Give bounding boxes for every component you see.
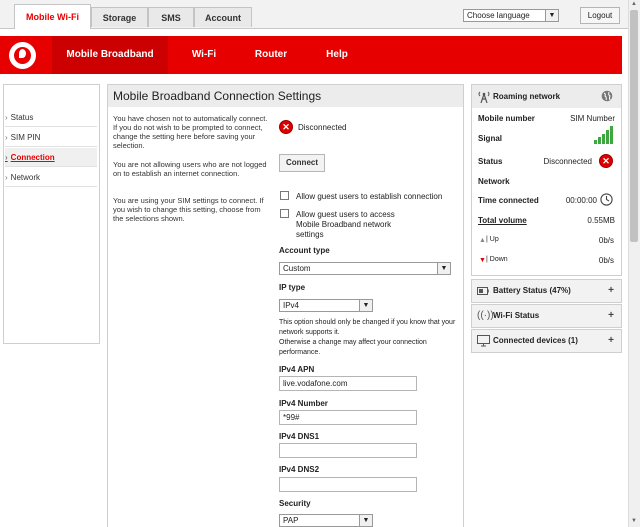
down-label: | Down — [486, 256, 508, 263]
roaming-network-title: Roaming network — [493, 92, 561, 101]
chevron-right-icon: › — [5, 113, 8, 122]
scroll-up-icon[interactable]: ▲ — [631, 1, 637, 7]
signal-strength-icon — [594, 126, 614, 144]
down-value: 0b/s — [598, 256, 614, 265]
total-volume-link[interactable]: Total volume — [478, 216, 527, 225]
sidebar-item-label: Network — [10, 173, 41, 182]
chevron-down-icon: ▼ — [545, 10, 558, 21]
chevron-right-icon: › — [5, 133, 8, 142]
logout-button[interactable]: Logout — [580, 7, 620, 24]
connected-devices-section[interactable] — [471, 329, 622, 353]
guest-connect-checkbox[interactable] — [280, 191, 289, 200]
connection-status: Disconnected — [298, 123, 347, 132]
nav-router[interactable]: Router — [254, 49, 288, 60]
info-sim-settings: You are using your SIM settings to connect. If you wish to change this setting, choose from the selections shown. — [113, 196, 264, 223]
antenna-icon — [477, 90, 491, 103]
network-label: Network — [478, 177, 510, 186]
nav-help[interactable]: Help — [326, 49, 348, 60]
battery-status-section[interactable] — [471, 279, 622, 303]
account-type-select[interactable] — [279, 262, 451, 275]
scrollbar-thumb[interactable] — [630, 10, 638, 242]
chevron-right-icon: › — [5, 153, 8, 162]
mobile-number-label: Mobile number — [478, 114, 535, 123]
clock-icon — [600, 193, 613, 206]
disconnected-icon: ✕ — [599, 154, 613, 168]
wifi-status-section[interactable] — [471, 304, 622, 328]
dns2-input[interactable] — [279, 477, 417, 492]
wifi-icon: ((·)) — [477, 310, 494, 321]
account-type-value: Custom — [283, 264, 311, 273]
time-connected-label: Time connected — [478, 196, 539, 205]
disconnected-icon: ✕ — [279, 120, 293, 134]
mobile-number-value: SIM Number — [570, 114, 615, 123]
sidebar-item-connection[interactable] — [5, 148, 97, 167]
status-label: Status — [478, 157, 503, 166]
signal-label: Signal — [478, 134, 503, 143]
security-select[interactable] — [279, 514, 373, 527]
apn-input[interactable]: live.vodafone.com — [279, 376, 417, 391]
nav-mobile-broadband[interactable]: Mobile Broadband — [52, 36, 168, 74]
globe-icon[interactable] — [601, 90, 613, 102]
info-auto-connect: You have chosen not to automatically connect. If you do not wish to be prompted to connect, change the setting here before saving your selection. — [113, 114, 268, 150]
ip-type-note: network supports it. — [279, 329, 340, 336]
guest-settings-label: settings — [296, 230, 324, 239]
sidebar-item-label: SIM PIN — [10, 133, 41, 142]
tab-account[interactable]: Account — [194, 7, 252, 27]
connect-button[interactable]: Connect — [279, 154, 325, 172]
sidebar-item-label: Status — [10, 113, 34, 122]
language-select-value: Choose language — [467, 11, 530, 20]
expand-icon[interactable]: + — [608, 310, 614, 321]
guest-settings-checkbox[interactable] — [280, 209, 289, 218]
chevron-down-icon: ▼ — [359, 515, 372, 526]
tab-sms[interactable]: SMS — [148, 7, 194, 27]
dns1-label: IPv4 DNS1 — [279, 432, 320, 441]
guest-settings-label: Allow guest users to access — [296, 210, 395, 219]
total-volume-value: 0.55MB — [587, 216, 615, 225]
page-title: Mobile Broadband Connection Settings — [108, 85, 463, 107]
ip-type-note: Otherwise a change may affect your connection — [279, 339, 427, 346]
up-value: 0b/s — [598, 236, 614, 245]
security-value: PAP — [283, 516, 299, 525]
dns1-input[interactable] — [279, 443, 417, 458]
apn-label: IPv4 APN — [279, 365, 315, 374]
vodafone-logo — [9, 42, 36, 69]
sidebar-item-sim-pin[interactable] — [5, 128, 97, 147]
status-value: Disconnected — [543, 157, 592, 166]
chevron-down-icon: ▼ — [359, 300, 372, 311]
sidebar-item-status[interactable] — [5, 108, 97, 127]
guest-connect-label: Allow guest users to establish connection — [296, 192, 443, 201]
expand-icon[interactable]: + — [608, 285, 614, 296]
up-label: | Up — [486, 236, 499, 243]
nav-wifi[interactable]: Wi-Fi — [191, 49, 217, 60]
connected-devices-label: Connected devices (1) — [493, 336, 578, 345]
ip-type-note: This option should only be changed if you know that your — [279, 319, 456, 326]
tab-storage[interactable]: Storage — [91, 7, 148, 27]
ip-type-select[interactable] — [279, 299, 373, 312]
scroll-down-icon[interactable]: ▼ — [631, 518, 637, 524]
account-type-label: Account type — [279, 246, 330, 255]
arrow-down-icon: ▼ — [479, 257, 486, 264]
security-label: Security — [279, 499, 311, 508]
chevron-down-icon: ▼ — [437, 263, 450, 274]
ipv4-number-input[interactable]: *99# — [279, 410, 417, 425]
ip-type-note: performance. — [279, 349, 321, 356]
sidebar-item-network[interactable] — [5, 168, 97, 187]
ip-type-value: IPv4 — [283, 301, 300, 310]
sidebar-item-label: Connection — [10, 153, 55, 162]
up-label-text: Up — [489, 236, 499, 243]
chevron-right-icon: › — [5, 173, 8, 182]
ip-type-label: IP type — [279, 283, 306, 292]
battery-icon — [477, 285, 489, 301]
language-select[interactable] — [463, 9, 559, 22]
monitor-icon — [477, 335, 490, 351]
expand-icon[interactable]: + — [608, 335, 614, 346]
tab-mobile-wifi[interactable]: Mobile Wi-Fi — [14, 4, 91, 29]
battery-status-label: Battery Status (47%) — [493, 286, 571, 295]
guest-settings-label: Mobile Broadband network — [296, 220, 392, 229]
down-label-text: Down — [489, 256, 508, 263]
ipv4-number-label: IPv4 Number — [279, 399, 328, 408]
dns2-label: IPv4 DNS2 — [279, 465, 320, 474]
wifi-status-label: Wi-Fi Status — [493, 311, 540, 320]
time-connected-value: 00:00:00 — [565, 196, 597, 205]
info-guest-users: You are not allowing users who are not logged on to establish an internet connection. — [113, 160, 267, 178]
arrow-up-icon: ▲ — [479, 237, 486, 244]
